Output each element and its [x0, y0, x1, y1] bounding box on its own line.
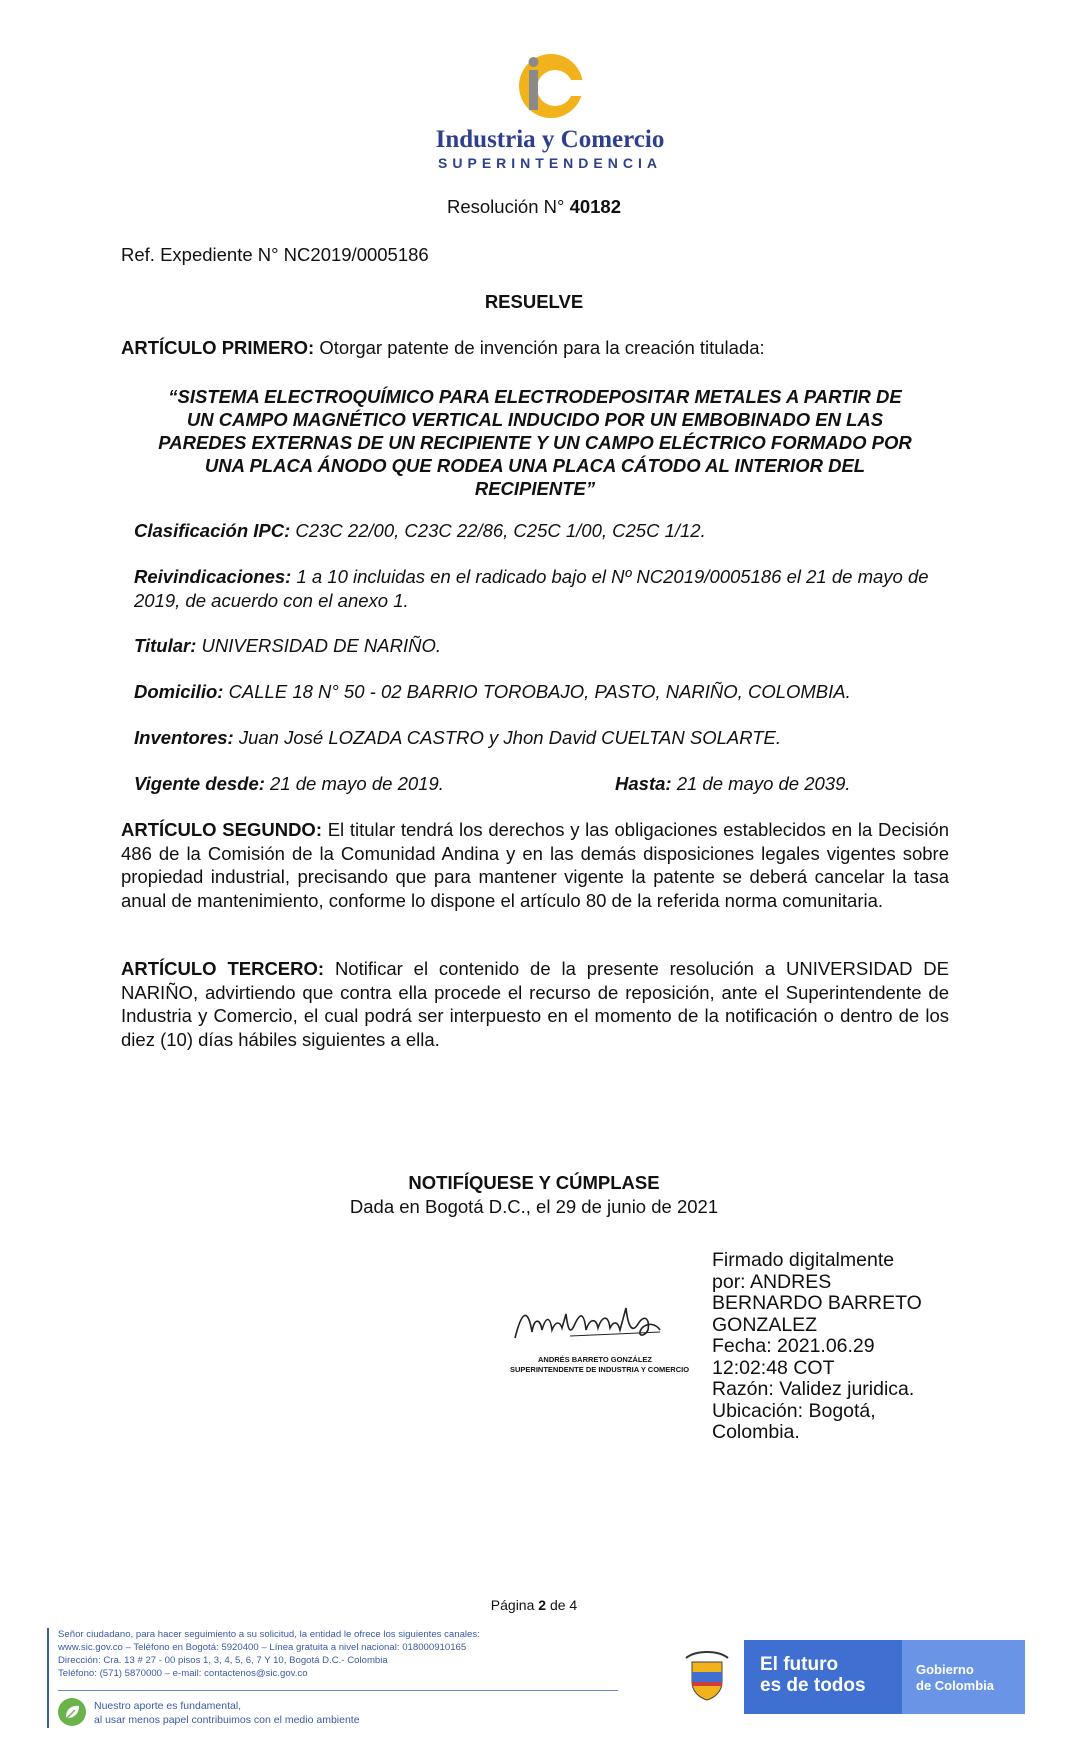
- digital-signature-line: Colombia.: [712, 1421, 800, 1443]
- article-1-text: Otorgar patente de invención para la creación titulada:: [319, 337, 765, 358]
- claims-value: 1 a 10 incluidas en el radicado bajo el Nº NC2019/0005186 el 21 de mayo de 2019, de acuerdo con el anexo 1.: [134, 566, 929, 611]
- holder-value: UNIVERSIDAD DE NARIÑO.: [201, 635, 442, 656]
- valid-from-value: 21 de mayo de 2019.: [270, 773, 444, 794]
- government-banner: [670, 1640, 1025, 1714]
- ipc-classification: [134, 519, 949, 543]
- inventors: [134, 726, 949, 750]
- article-2-label: ARTÍCULO SEGUNDO:: [121, 819, 322, 840]
- domicile-value: CALLE 18 N° 50 - 02 BARRIO TOROBAJO, PASTO, NARIÑO, COLOMBIA.: [228, 681, 851, 702]
- signer-title: SUPERINTENDENTE DE INDUSTRIA Y COMERCIO: [510, 1365, 690, 1374]
- page-prefix: Página: [490, 1597, 535, 1613]
- footer-line: Teléfono: (571) 5870000 – e-mail: contactenos@sic.gov.co: [58, 1668, 308, 1679]
- digital-signature-line: BERNARDO BARRETO: [712, 1292, 922, 1314]
- gov-slogan-line: El futuro: [760, 1654, 839, 1675]
- valid-from-label: Vigente desde:: [134, 773, 265, 794]
- valid-to-label: Hasta:: [615, 773, 672, 794]
- sic-logo-icon: [515, 50, 585, 122]
- domicile: [134, 680, 949, 704]
- gov-name-line: de Colombia: [916, 1678, 995, 1693]
- patent-title-line: UNA PLACA ÁNODO QUE RODEA UNA PLACA CÁTODO AL INTERIOR DEL: [204, 455, 866, 476]
- domicile-label: Domicilio:: [134, 681, 224, 702]
- eco-line: al usar menos papel contribuimos con el medio ambiente: [94, 1714, 360, 1726]
- colombia-shield-icon: [670, 1640, 744, 1714]
- article-3-label: ARTÍCULO TERCERO:: [121, 958, 325, 979]
- footer-line: Dirección: Cra. 13 # 27 - 00 pisos 1, 3, 4, 5, 6, 7 Y 10, Bogotá D.C.- Colombia: [58, 1655, 388, 1666]
- page-number: [0, 1597, 1068, 1613]
- resuelve-heading: RESUELVE: [484, 291, 584, 312]
- gov-slogan: [760, 1654, 866, 1696]
- ipc-label: Clasificación IPC:: [134, 520, 291, 541]
- digital-signature-line: Firmado digitalmente: [712, 1249, 895, 1271]
- page-middle: de: [549, 1597, 566, 1613]
- file-reference: Ref. Expediente N° NC2019/0005186: [121, 244, 429, 265]
- closing-heading: NOTIFÍQUESE Y CÚMPLASE: [408, 1172, 660, 1193]
- gov-name-box: [902, 1640, 1025, 1714]
- article-3: [121, 957, 949, 1051]
- footer-contact: [58, 1628, 618, 1680]
- article-2: [121, 818, 949, 912]
- patent-title-line: RECIPIENTE”: [474, 478, 596, 499]
- footer-line: www.sic.gov.co – Teléfono en Bogotá: 5920400 – Línea gratuita a nivel nacional: 018000910165: [58, 1642, 467, 1653]
- page-current: 2: [538, 1597, 547, 1613]
- digital-signature-block: [712, 1250, 922, 1444]
- gov-name-line: Gobierno: [916, 1662, 974, 1677]
- inventors-value: Juan José LOZADA CASTRO y Jhon David CUELTAN SOLARTE.: [238, 727, 782, 748]
- signer-name: ANDRÉS BARRETO GONZÁLEZ: [537, 1355, 653, 1364]
- holder: [134, 634, 949, 658]
- inventors-label: Inventores:: [134, 727, 234, 748]
- digital-signature-line: por: ANDRES: [712, 1270, 832, 1293]
- signature-scribble-icon: [510, 1300, 680, 1350]
- digital-signature-line: Ubicación: Bogotá,: [712, 1399, 876, 1422]
- closing-given: Dada en Bogotá D.C., el 29 de junio de 2021: [349, 1196, 719, 1217]
- handwritten-signature: [510, 1300, 690, 1380]
- article-1-label: ARTÍCULO PRIMERO:: [121, 337, 315, 358]
- digital-signature-line: Fecha: 2021.06.29: [712, 1335, 875, 1357]
- logo-subtitle: SUPERINTENDENCIA: [438, 155, 662, 171]
- footer-divider: [47, 1628, 49, 1728]
- leaf-icon: [58, 1698, 86, 1726]
- gov-slogan-line: es de todos: [760, 1675, 866, 1696]
- logo-title: Industria y Comercio: [435, 126, 665, 153]
- eco-line: Nuestro aporte es fundamental,: [94, 1700, 242, 1712]
- patent-title-line: UN CAMPO MAGNÉTICO VERTICAL INDUCIDO POR UN EMBOBINADO EN LAS: [186, 409, 884, 430]
- patent-title-line: “SISTEMA ELECTROQUÍMICO PARA ELECTRODEPOSITAR METALES A PARTIR DE: [168, 386, 902, 407]
- article-3-text: Notificar el contenido de la presente resolución a UNIVERSIDAD DE NARIÑO, advirtiendo que contra ella procede el recurso de reposición, ante el Superintendente de Industria y Comercio, el cual podrá ser interpuesto en el momento de la notificación o dentro de los diez (10) días hábiles siguientes a ella.: [121, 958, 949, 1050]
- article-1-intro: [121, 336, 949, 360]
- digital-signature-line: 12:02:48 COT: [712, 1356, 835, 1379]
- resolution-number: [0, 195, 1068, 219]
- article-2-text: El titular tendrá los derechos y las obligaciones establecidos en la Decisión 486 de la Comisión de la Comunidad Andina y en las demás disposiciones legales vigentes sobre propiedad industrial, precisando que para mantener vigente la patente se deberá cancelar la tasa anual de mantenimiento, conforme lo dispone el artículo 80 de la referida norma comunitaria.: [121, 819, 949, 911]
- digital-signature-line: GONZALEZ: [712, 1313, 818, 1336]
- claims-label: Reivindicaciones:: [134, 566, 292, 587]
- resolution-value: 40182: [569, 196, 622, 217]
- valid-to-value: 21 de mayo de 2039.: [676, 773, 851, 794]
- footer-rule: [58, 1690, 618, 1691]
- valid-from: [134, 772, 444, 796]
- patent-title-line: PAREDES EXTERNAS DE UN RECIPIENTE Y UN CAMPO ELÉCTRICO FORMADO POR: [158, 432, 912, 453]
- ipc-value: C23C 22/00, C23C 22/86, C25C 1/00, C25C 1/12.: [295, 520, 706, 541]
- digital-signature-line: Razón: Validez juridica.: [712, 1378, 915, 1400]
- claims: [134, 565, 949, 612]
- footer-line: Señor ciudadano, para hacer seguimiento a su solicitud, la entidad le ofrece los siguientes canales:: [58, 1629, 480, 1640]
- patent-title: [121, 385, 949, 500]
- page-total: 4: [569, 1597, 578, 1613]
- holder-label: Titular:: [134, 635, 197, 656]
- resolution-label: Resolución N°: [446, 196, 565, 217]
- sic-logo: [390, 50, 710, 170]
- valid-to: [615, 772, 851, 796]
